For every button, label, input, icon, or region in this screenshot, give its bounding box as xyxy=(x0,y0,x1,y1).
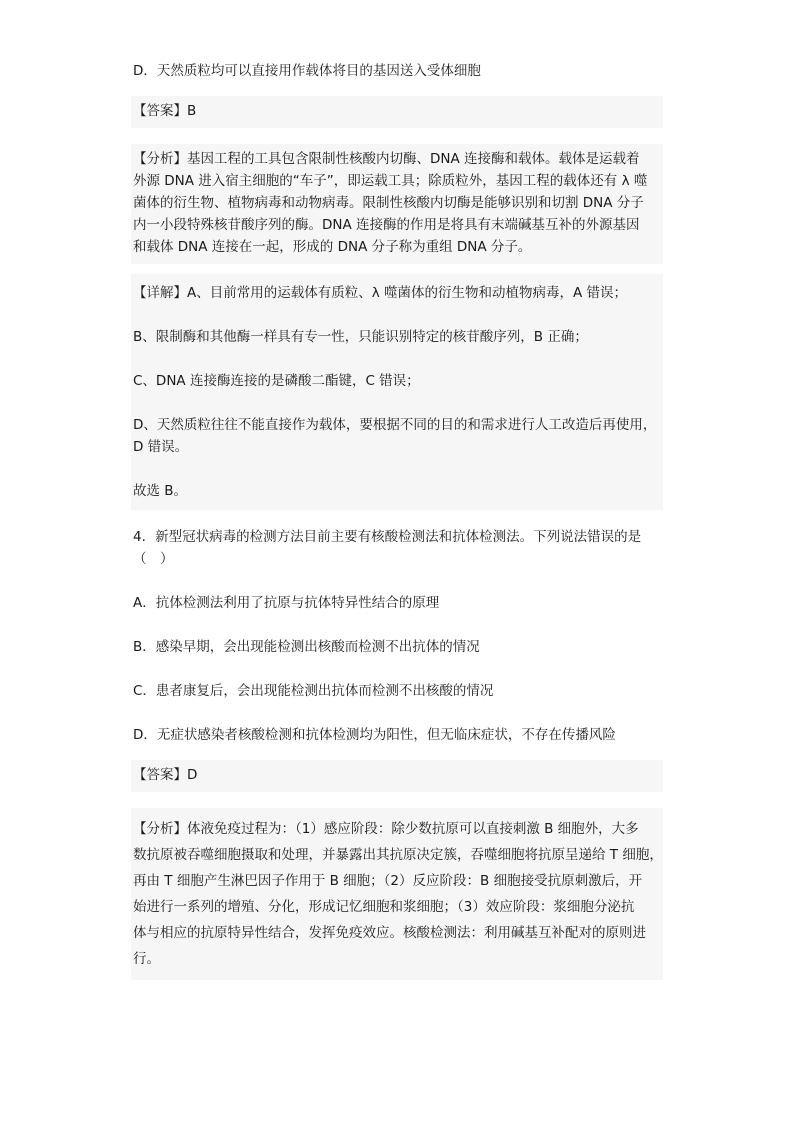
analysis-block-q4 xyxy=(131,808,663,980)
answer-block-q4 xyxy=(131,760,663,792)
analysis-q3-line: 菌体的衍生物、植物病毒和动物病毒。限制性核酸内切酶是能够识别和切割 DNA 分子 xyxy=(133,195,644,211)
detail-q3-a: 【详解】A、目前常用的运载体有质粒、λ 噬菌体的衍生物和动植物病毒，A 错误； xyxy=(133,285,628,301)
analysis-q4-line: 再由 T 细胞产生淋巴因子作用于 B 细胞；（2）反应阶段：B 细胞接受抗原刺激后，开 xyxy=(133,873,643,889)
option-d: D．无症状感染者核酸检测和抗体检测均为阳性，但无临床症状，不存在传播风险 xyxy=(133,727,616,743)
conclusion-q3: 故选 B。 xyxy=(133,483,188,499)
question-4 xyxy=(131,526,663,746)
analysis-q3-line: 外源 DNA 进入宿主细胞的“车子”，即运载工具；除质粒外，基因工程的载体还有 λ 噬 xyxy=(133,173,648,189)
question-stem: 4．新型冠状病毒的检测方法目前主要有核酸检测法和抗体检测法。下列说法错误的是 xyxy=(133,529,642,545)
analysis-q4-line: 行。 xyxy=(133,951,160,967)
detail-q3-d: D、天然质粒往往不能直接作为载体，要根据不同的目的和需求进行人工改造后再使用， xyxy=(133,417,657,433)
detail-block-q3 xyxy=(131,274,663,510)
question-stem: （ ） xyxy=(133,551,174,567)
detail-q3-c: C、DNA 连接酶连接的是磷酸二酯键，C 错误； xyxy=(133,373,420,389)
answer-block-q3 xyxy=(131,96,663,128)
analysis-q3-line: 和载体 DNA 连接在一起，形成的 DNA 分子称为重组 DNA 分子。 xyxy=(133,239,532,255)
option-b: B．感染早期，会出现能检测出核酸而检测不出抗体的情况 xyxy=(133,639,480,655)
analysis-q3-line: 内一小段特殊核苷酸序列的酶。DNA 连接酶的作用是将具有末端碱基互补的外源基因 xyxy=(133,217,640,233)
analysis-q4-line: 体与相应的抗原特异性结合，发挥免疫效应。核酸检测法：利用碱基互补配对的原则进 xyxy=(133,925,646,941)
detail-q3-d: D 错误。 xyxy=(133,439,189,455)
answer-q3: 【答案】B xyxy=(133,103,197,119)
option-d-q3: D．天然质粒均可以直接用作载体将目的基因送入受体细胞 xyxy=(133,63,481,79)
analysis-q4-line: 数抗原被吞噬细胞摄取和处理，并暴露出其抗原决定簇，吞噬细胞将抗原呈递给 T 细胞， xyxy=(133,847,663,863)
document-page xyxy=(131,60,663,980)
option-a: A．抗体检测法利用了抗原与抗体特异性结合的原理 xyxy=(133,595,440,611)
option-c: C．患者康复后，会出现能检测出抗体而检测不出核酸的情况 xyxy=(133,683,494,699)
detail-q3-b: B、限制酶和其他酶一样具有专一性，只能识别特定的核苷酸序列，B 正确； xyxy=(133,329,588,345)
analysis-q4-line: 【分析】体液免疫过程为：（1）感应阶段：除少数抗原可以直接刺激 B 细胞外，大多 xyxy=(133,821,639,837)
analysis-block-q3 xyxy=(131,144,663,264)
analysis-q4-line: 始进行一系列的增殖、分化，形成记忆细胞和浆细胞；（3）效应阶段：浆细胞分泌抗 xyxy=(133,899,635,915)
answer-q4: 【答案】D xyxy=(133,767,198,783)
analysis-q3-line: 【分析】基因工程的工具包含限制性核酸内切酶、DNA 连接酶和载体。载体是运载着 xyxy=(133,151,640,167)
